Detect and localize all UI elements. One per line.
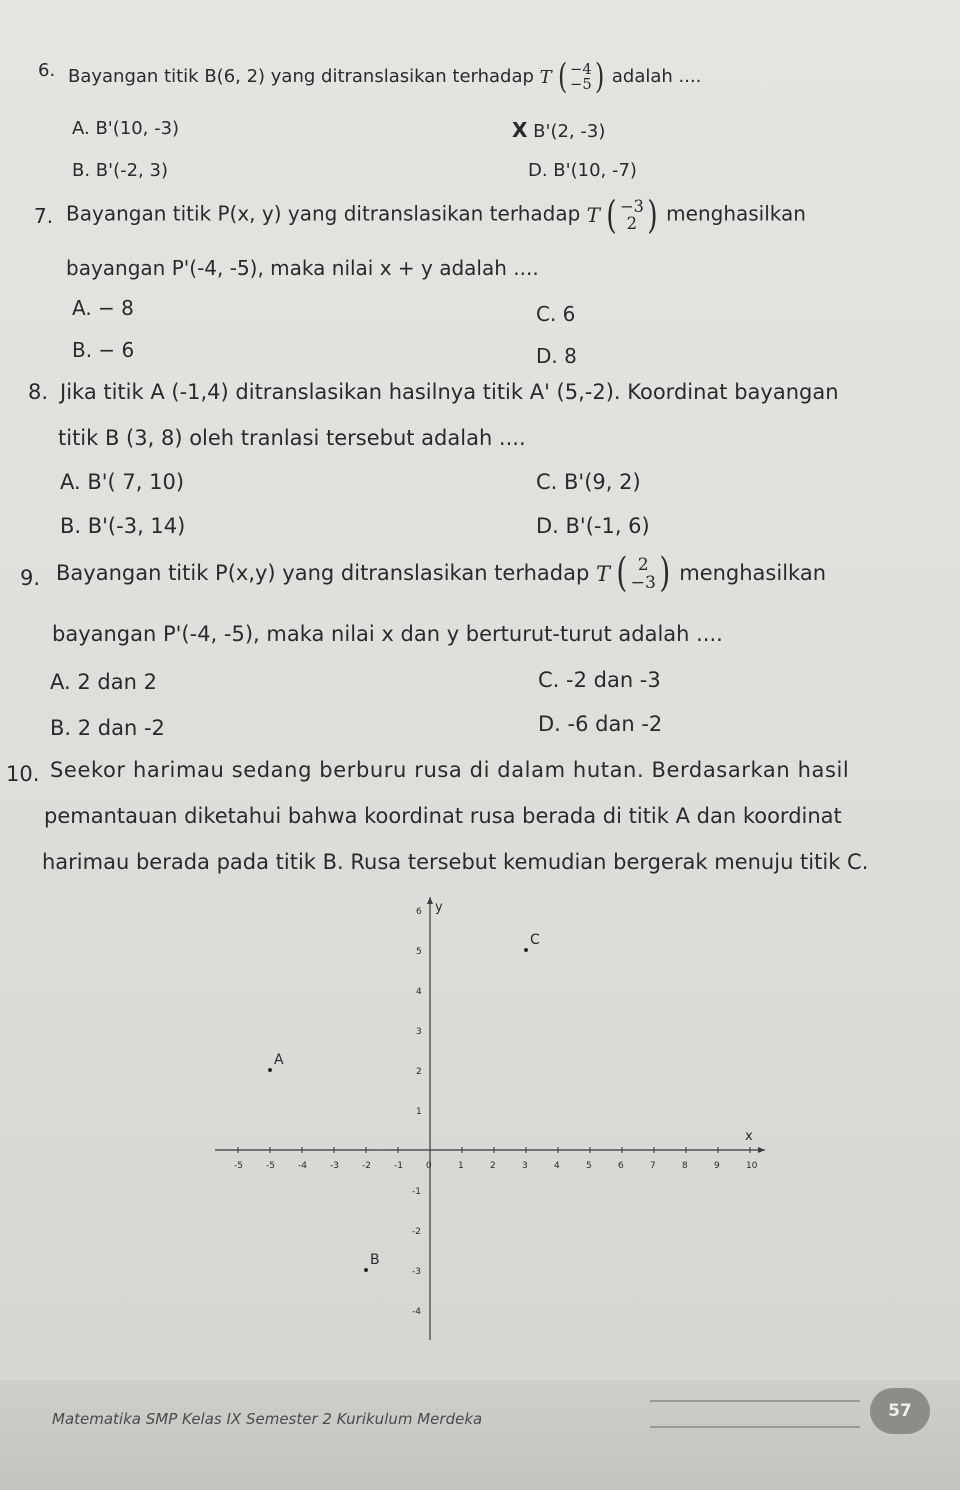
footer-bar <box>0 1380 960 1490</box>
q8-stem-line2: titik B (3, 8) oleh tranlasi tersebut adalah .... <box>58 426 526 450</box>
q9-option-a[interactable]: A. 2 dan 2 <box>50 670 157 694</box>
x-tick-label: -1 <box>394 1161 403 1171</box>
q7-translation-vector: T ( −3 2 ) <box>586 193 658 237</box>
q9-stem-end: menghasilkan <box>679 560 827 585</box>
q10-number: 10. <box>6 762 40 786</box>
q9-option-d[interactable]: D. -6 dan -2 <box>538 712 663 736</box>
q9-vec-bottom: −3 <box>630 572 656 593</box>
y-axis-label: y <box>435 900 443 915</box>
x-tick-label: 9 <box>714 1161 720 1171</box>
q7-stem-line2: bayangan P'(-4, -5), maka nilai x + y adalah .... <box>66 256 539 280</box>
q6-stem <box>68 57 702 97</box>
q6-vec-bottom: −5 <box>570 76 592 94</box>
q7-vec-top: −3 <box>619 196 644 216</box>
x-tick-label: 6 <box>618 1161 624 1171</box>
point-a-label: A <box>274 1052 284 1068</box>
q7-option-b[interactable]: B. − 6 <box>72 338 135 362</box>
x-tick-label: -5 <box>234 1161 243 1171</box>
q6-option-c-text: B'(2, -3) <box>533 121 606 142</box>
q6-translation-vector: T ( −4 −5 ) <box>539 57 605 97</box>
footer-book-title: Matematika SMP Kelas IX Semester 2 Kurikulum Merdeka <box>52 1410 483 1428</box>
q6-stem-text: Bayangan titik B(6, 2) yang ditranslasikan terhadap <box>68 66 534 88</box>
q9-number: 9. <box>20 566 41 590</box>
x-tick-label: 1 <box>458 1161 464 1171</box>
q6-number: 6. <box>38 60 56 81</box>
x-tick-label: 2 <box>490 1161 496 1171</box>
q7-number: 7. <box>34 204 54 228</box>
q8-option-a[interactable]: A. B'( 7, 10) <box>60 470 185 494</box>
x-tick-label: 10 <box>746 1161 758 1171</box>
y-tick-label: -1 <box>412 1187 421 1197</box>
q7-option-d[interactable]: D. 8 <box>536 344 577 368</box>
q10-line2: pemantauan diketahui bahwa koordinat rusa berada di titik A dan koordinat <box>44 804 842 828</box>
q7-option-c[interactable]: C. 6 <box>536 302 576 326</box>
y-tick-label: -2 <box>412 1227 421 1237</box>
q7-stem <box>66 193 806 237</box>
footer-decoration <box>650 1400 860 1428</box>
x-tick-label: -5 <box>266 1161 275 1171</box>
x-tick-label: 0 <box>426 1161 432 1171</box>
q7-stem-end: menghasilkan <box>666 201 806 226</box>
q9-vec-top: 2 <box>637 554 649 575</box>
q10-line1: Seekor harimau sedang berburu rusa di dalam hutan. Berdasarkan hasil <box>50 758 850 782</box>
y-tick-label: 6 <box>416 907 422 917</box>
q9-stem <box>56 550 827 596</box>
q6-cross-mark: X <box>512 118 528 142</box>
q6-vec-top: −4 <box>570 60 592 78</box>
y-tick-label: -4 <box>412 1307 421 1317</box>
q9-option-b[interactable]: B. 2 dan -2 <box>50 716 165 740</box>
q8-option-b[interactable]: B. B'(-3, 14) <box>60 514 186 538</box>
y-tick-label: -3 <box>412 1267 421 1277</box>
coordinate-plane <box>200 885 780 1355</box>
y-tick-label: 3 <box>416 1027 422 1037</box>
q8-stem-line1: Jika titik A (-1,4) ditranslasikan hasilnya titik A' (5,-2). Koordinat bayangan <box>60 380 839 404</box>
y-tick-label: 5 <box>416 947 422 957</box>
q8-number: 8. <box>28 380 49 404</box>
page-number: 57 <box>870 1388 930 1434</box>
q6-option-b[interactable]: B. B'(-2, 3) <box>72 160 168 181</box>
x-tick-label: -3 <box>330 1161 339 1171</box>
q9-stem-line2: bayangan P'(-4, -5), maka nilai x dan y berturut-turut adalah .... <box>52 622 723 646</box>
q9-stem-text: Bayangan titik P(x,y) yang ditranslasikan terhadap <box>56 560 590 585</box>
q8-option-c[interactable]: C. B'(9, 2) <box>536 470 641 494</box>
q8-option-d[interactable]: D. B'(-1, 6) <box>536 514 650 538</box>
q6-stem-end: adalah .... <box>611 66 702 88</box>
q6-option-d[interactable]: D. B'(10, -7) <box>528 160 637 181</box>
x-tick-label: 8 <box>682 1161 688 1171</box>
x-axis-arrow <box>758 1147 765 1153</box>
point-c-label: C <box>530 932 540 948</box>
point-b-label: B <box>370 1252 380 1268</box>
point-a <box>268 1068 272 1072</box>
q9-translation-vector: T ( 2 −3 ) <box>596 550 671 596</box>
point-b <box>364 1268 368 1272</box>
x-tick-label: -2 <box>362 1161 371 1171</box>
q10-line3: harimau berada pada titik B. Rusa tersebut kemudian bergerak menuju titik C. <box>42 850 869 874</box>
y-tick-label: 4 <box>416 987 422 997</box>
y-tick-label: 2 <box>416 1067 422 1077</box>
q7-vec-bottom: 2 <box>626 214 638 233</box>
y-axis-arrow <box>427 897 433 904</box>
x-axis-label: x <box>745 1129 753 1144</box>
q9-option-c[interactable]: C. -2 dan -3 <box>538 668 661 692</box>
q7-option-a[interactable]: A. − 8 <box>72 296 134 320</box>
x-tick-label: 3 <box>522 1161 528 1171</box>
q6-option-c[interactable] <box>512 118 605 142</box>
x-tick-label: 7 <box>650 1161 656 1171</box>
y-tick-label: 1 <box>416 1107 422 1117</box>
q6-option-a[interactable]: A. B'(10, -3) <box>72 118 180 139</box>
point-c <box>524 948 528 952</box>
x-tick-label: 5 <box>586 1161 592 1171</box>
x-tick-label: 4 <box>554 1161 560 1171</box>
q7-stem-text: Bayangan titik P(x, y) yang ditranslasikan terhadap <box>66 201 581 226</box>
x-tick-label: -4 <box>298 1161 307 1171</box>
